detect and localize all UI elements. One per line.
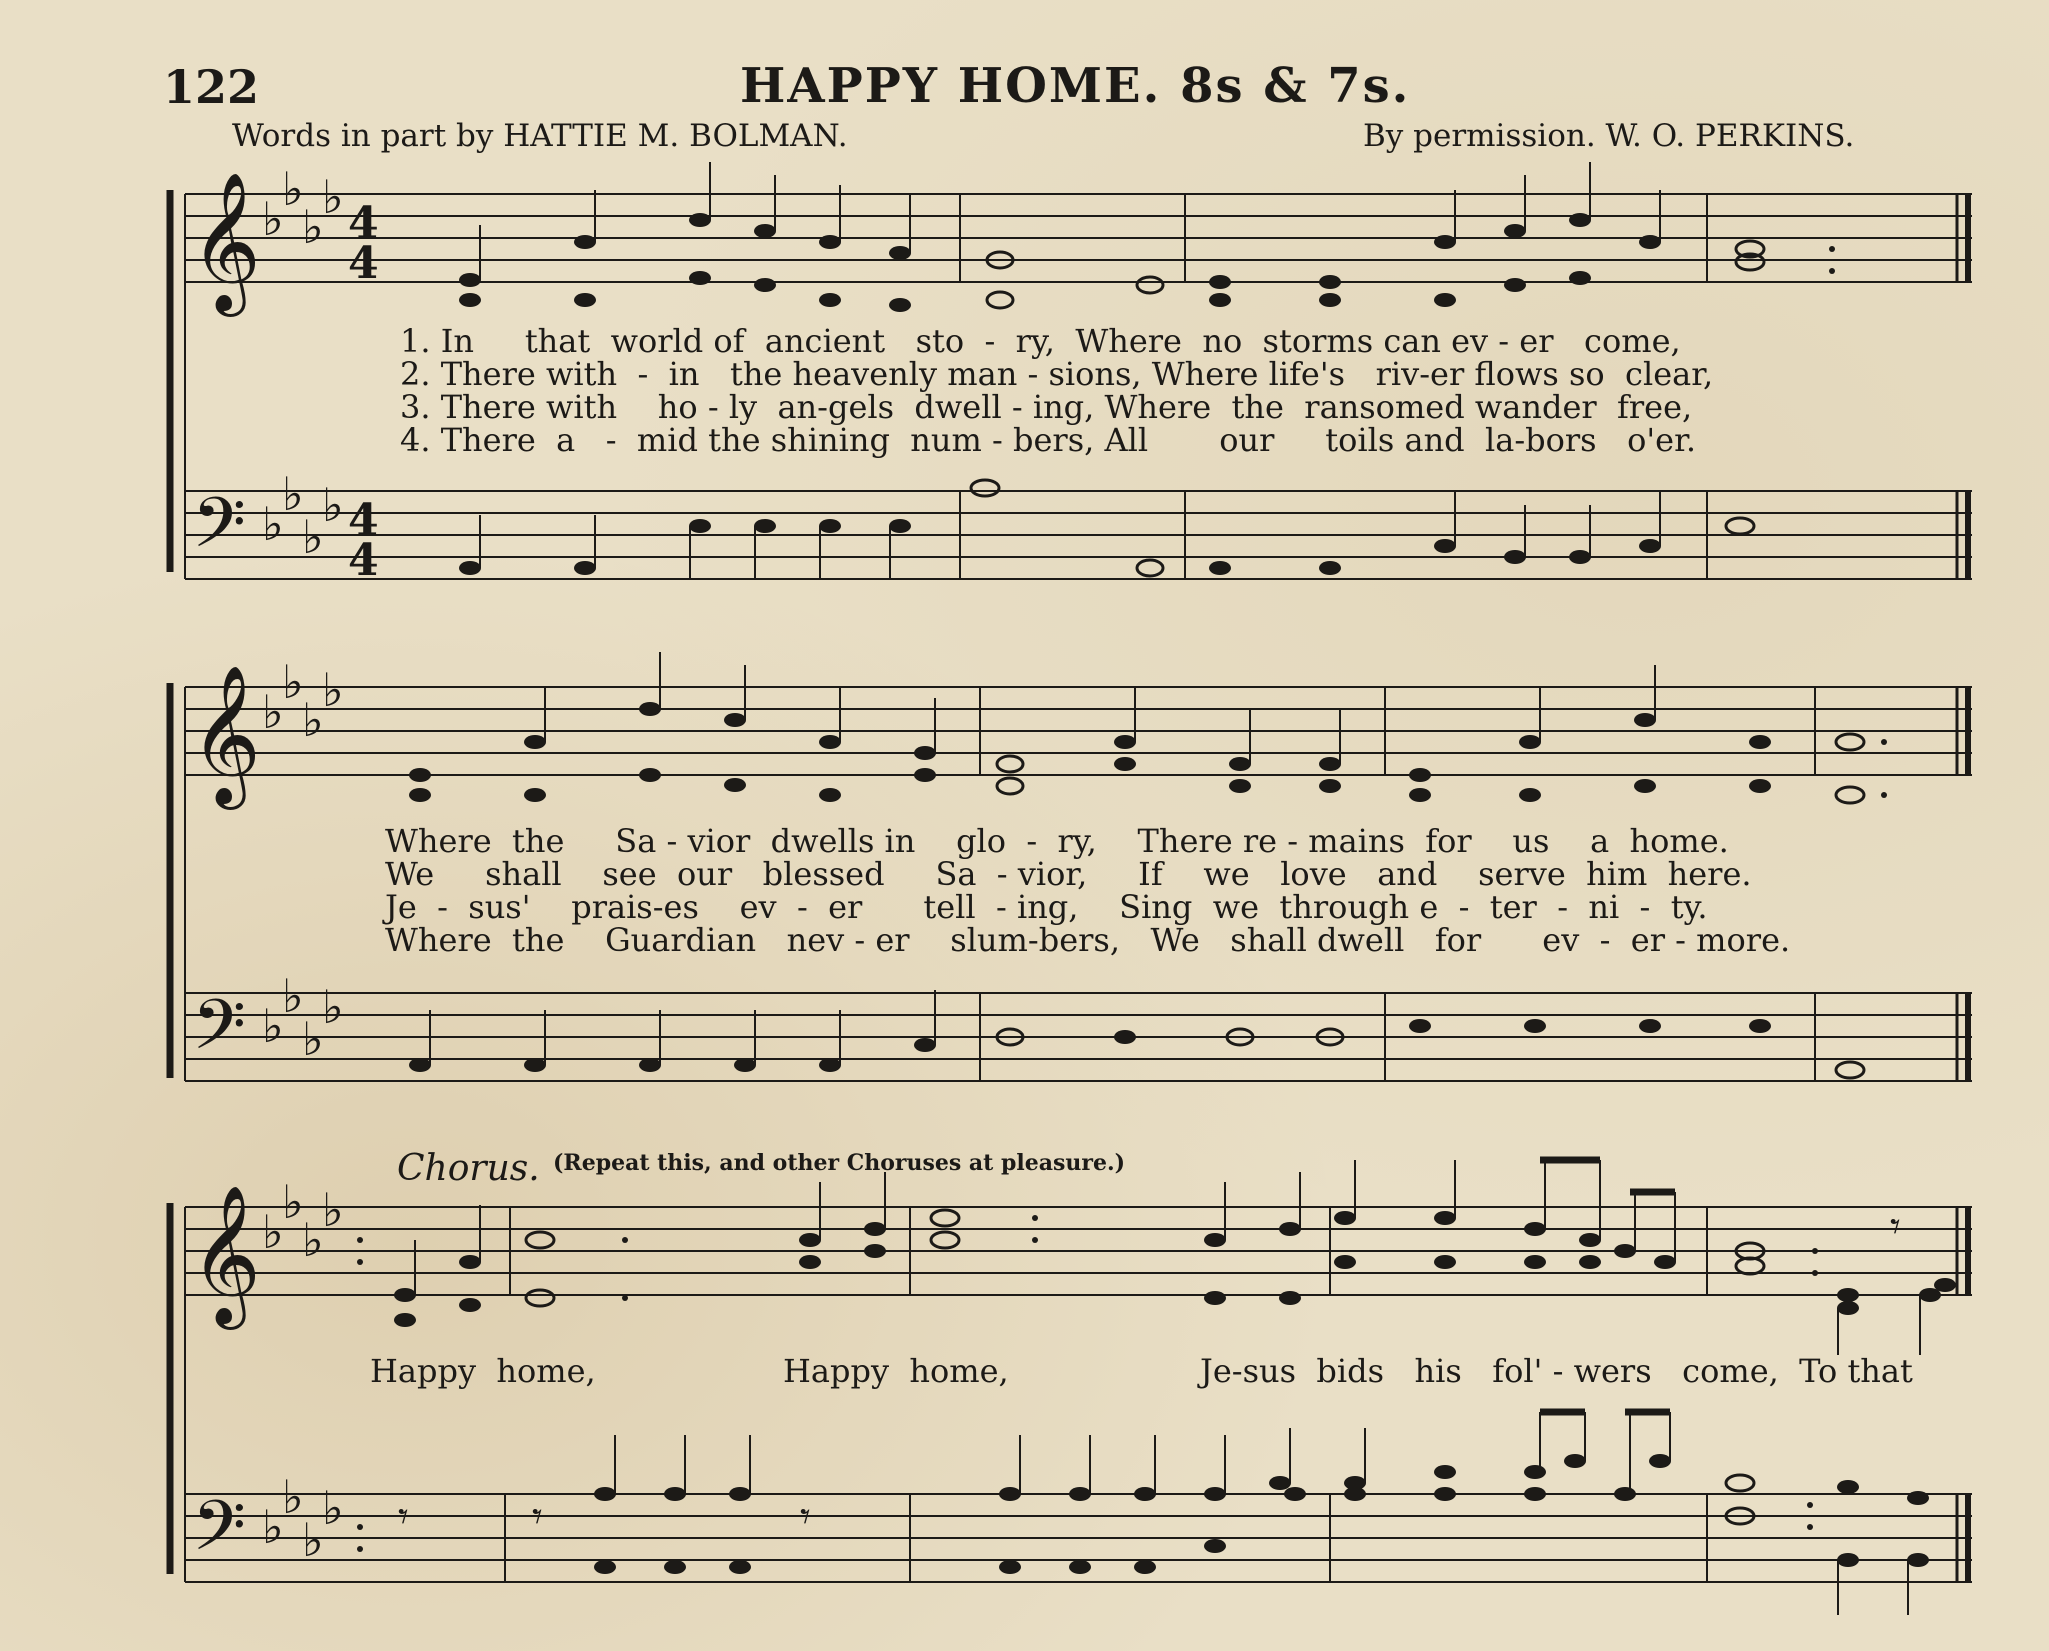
treble-staff-1 (185, 194, 1972, 282)
svg-text:♭: ♭ (322, 980, 344, 1034)
bass-notes-3 (594, 1454, 1929, 1574)
svg-text:♭: ♭ (322, 170, 344, 224)
svg-text:♭: ♭ (322, 478, 344, 532)
treble-clef-icon: 𝄞 (190, 172, 261, 311)
svg-text:4: 4 (348, 495, 379, 546)
svg-text:♭: ♭ (282, 1175, 304, 1229)
svg-text:♭: ♭ (302, 510, 324, 564)
chorus-lyric-1: Happy home, (370, 1352, 596, 1390)
verse-2-line-1: 2. There with - in the heavenly man - sions, Where life's riv-er flows so clear, (400, 355, 1714, 393)
bass-notes-2 (409, 1019, 1864, 1078)
rest-icon: 𝄾 (398, 1494, 409, 1540)
svg-text:♭: ♭ (302, 200, 324, 254)
verse-4-line-1: 4. There a - mid the shining num - bers, All our toils and la-bors o'er. (400, 421, 1697, 459)
svg-text:♭: ♭ (302, 1213, 324, 1267)
chorus-label: Chorus. (397, 1148, 540, 1189)
svg-text:♭: ♭ (262, 1500, 284, 1554)
svg-text:♭: ♭ (262, 192, 284, 246)
chorus-lyric-3: Je-sus bids his fol' - wers come, To that (1200, 1352, 1913, 1390)
time-signature (348, 198, 379, 586)
svg-text:♭: ♭ (282, 1470, 304, 1524)
treble-clef-icon: 𝄞 (190, 1185, 261, 1324)
bass-clef-icon: 𝄢 (192, 482, 247, 580)
rest-icon: 𝄾 (532, 1494, 543, 1540)
treble-notes-1 (459, 213, 1835, 312)
svg-text:♭: ♭ (262, 685, 284, 739)
svg-text:4: 4 (348, 198, 379, 249)
treble-staff-2 (185, 687, 1972, 775)
verse-1-line-2: Where the Sa - vior dwells in glo - ry, There re - mains for us a home. (385, 822, 1729, 860)
verse-3-line-2: Je - sus' prais-es ev - er tell - ing, Sing we through e - ter - ni - ty. (385, 888, 1708, 926)
svg-text:♭: ♭ (262, 1205, 284, 1259)
svg-text:♭: ♭ (322, 1481, 344, 1535)
svg-text:♭: ♭ (282, 655, 304, 709)
svg-text:♭: ♭ (322, 1183, 344, 1237)
svg-text:♭: ♭ (282, 467, 304, 521)
treble-staff-3 (185, 1207, 1972, 1295)
hymn-title: HAPPY HOME. 8s & 7s. (740, 58, 1411, 114)
svg-text:4: 4 (348, 238, 379, 289)
svg-text:♭: ♭ (302, 693, 324, 747)
repeat-note: (Repeat this, and other Choruses at pleasure.) (553, 1150, 1126, 1176)
verse-3-line-1: 3. There with ho - ly an-gels dwell - ing, Where the ransomed wander free, (400, 388, 1693, 426)
page-number: 122 (163, 60, 260, 114)
words-credit: Words in part by HATTIE M. BOLMAN. (232, 118, 848, 154)
svg-text:♭: ♭ (282, 969, 304, 1023)
rest-icon: 𝄾 (1890, 1204, 1901, 1250)
svg-text:♭: ♭ (282, 162, 304, 216)
chorus-lyric-2: Happy home, (783, 1352, 1009, 1390)
bass-notes-1 (459, 480, 1754, 576)
svg-text:♭: ♭ (262, 999, 284, 1053)
svg-text:4: 4 (348, 535, 379, 586)
bass-staff-2 (185, 993, 1972, 1081)
treble-clef-icon: 𝄞 (190, 665, 261, 804)
svg-text:♭: ♭ (262, 497, 284, 551)
permission-credit: By permission. W. O. PERKINS. (1363, 118, 1855, 154)
key-signature-flats (262, 162, 344, 564)
svg-text:♭: ♭ (302, 1012, 324, 1066)
key-signature-flats (262, 655, 344, 1066)
treble-notes-3 (394, 1210, 1956, 1327)
verse-1-line-1: 1. In that world of ancient sto - ry, Where no storms can ev - er come, (400, 322, 1681, 360)
bass-clef-icon: 𝄢 (192, 1485, 247, 1583)
bass-clef-icon: 𝄢 (192, 984, 247, 1082)
rest-icon: 𝄾 (800, 1494, 811, 1540)
treble-stems-1 (480, 162, 1660, 280)
treble-stems-3 (415, 1160, 1920, 1355)
bass-staff-1 (185, 491, 1972, 579)
svg-text:♭: ♭ (322, 663, 344, 717)
verse-4-line-2: Where the Guardian nev - er slum-bers, We shall dwell for ev - er - more. (385, 921, 1791, 959)
key-signature-flats (262, 1175, 344, 1567)
verse-2-line-2: We shall see our blessed Sa - vior, If we love and serve him here. (385, 855, 1752, 893)
svg-text:♭: ♭ (302, 1513, 324, 1567)
bass-stems-2 (430, 990, 935, 1065)
